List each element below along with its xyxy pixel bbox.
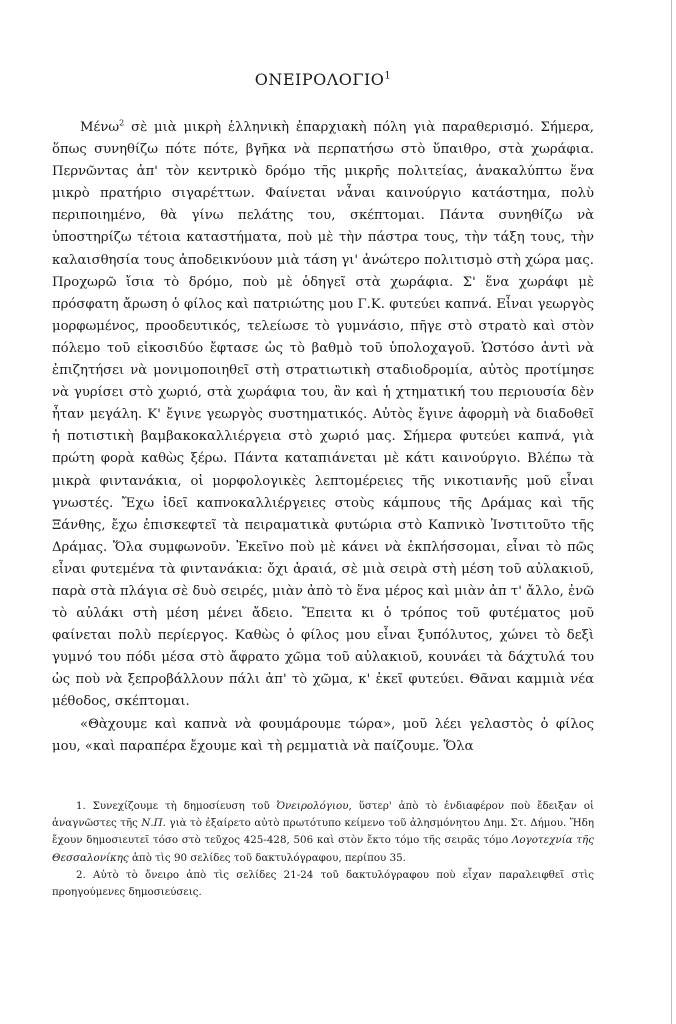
paragraph-2 <box>52 714 594 758</box>
footnotes <box>52 798 594 902</box>
footnote-1-text-d: ἀπὸ τὶς 90 σελίδες τοῦ δακτυλόγραφου, περίπου 35. <box>128 851 406 864</box>
footnote-1-italic-volume: Λογοτεχνία τῆς Θεσσαλονίκης <box>52 834 594 864</box>
footnote-1-text-c: γιὰ τὸ ἐξαίρετο αὐτὸ πρωτότυπο κείμενο τοῦ ἀλησμόνητου Δημ. Στ. Δήμου. Ἤδη ἔχουν δημοσιευτεῖ τόσο στὸ τεῦχος 425-428, 506 καὶ στὸν ἔκτο τόμο τῆς σειρᾶς τόμο <box>52 817 595 847</box>
paragraph-1 <box>52 117 594 714</box>
footnote-marker-2: 2 <box>119 118 125 128</box>
footnote-1-italic-title: Ὀνειρολόγιου <box>276 799 349 812</box>
title-footnote-marker: 1 <box>384 70 392 82</box>
footnote-1-italic-journal: Ν.Π. <box>141 817 166 830</box>
footnote-2: 2. Αὐτὸ τὸ ὄνειρο ἀπὸ τὶς σελίδες 21-24 τοῦ δακτυλόγραφου ποὺ εἶχαν παραλειφθεῖ στὶς προηγούμενες δημοσιεύσεις. <box>52 868 594 899</box>
title-text: ΟΝΕΙΡΟΛΟΓΙΟ <box>254 70 385 89</box>
paragraph-2-text: «Θὰχουμε καὶ καπνὰ νὰ φουμάρουμε τώρα», μοῦ λέει γελαστὸς ὁ φίλος μου, «καὶ παραπέρα ἔχουμε καὶ τὴ ρεμματιὰ νὰ παίζουμε. Ὅλα <box>52 716 594 754</box>
book-page <box>52 70 594 902</box>
page-title <box>52 70 594 89</box>
paragraph-1-text: σὲ μιὰ μικρὴ ἑλληνικὴ ἐπαρχιακὴ πόλη γιὰ παραθερισμό. Σήμερα, ὅπως συνηθίζω πότε πότε, βγῆκα νὰ περπατήσω στὸ ὕπαιθρο, στὰ χωράφια. Περνῶντας ἀπ' τὸν κεντρικὸ δρόμο τῆς μικρῆς πολιτείας, ἀνακαλύπτω ἕνα μικρὸ πρατήριο σιγαρέττων. Φαίνεται νἆναι καινούργιο κατάστημα, πολὺ περιποιημένο, θὰ γίνω πελάτης του, σκέπτομαι. Πάντα συνηθίζω νὰ ὑποστηρίζω τέτοια καταστήματα, ποὺ μὲ τὴν πάστρα τους, τὴν τάξη τους, τὴν καλαισθησία τους ἀποδεικνύουν μιὰ τάση γι' ἀνώτερο πολιτισμὸ στὴ χώρα μας. Προχωρῶ ἴσια τὸ δρόμο, ποὺ μὲ ὁδηγεῖ στὰ χωράφια. Σ' ἕνα χωράφι μὲ πρόσφατη ἄρωση ὁ φίλος καὶ πατριώτης μου Γ.Κ. φυτεύει καπνά. Εἶναι γεωργὸς μορφωμένος, προοδευτικός, τελείωσε τὸ γυμνάσιο, πῆγε στὸ στρατὸ καὶ στὸν πόλεμο τοῦ εἰκοσιδύο ἔφτασε ὡς τὸ βαθμὸ τοῦ ὑπολοχαγοῦ. Ὡστόσο ἀντὶ νὰ ἐπιζητήσει νὰ μονιμοποιηθεῖ στὴ στρατιωτικὴ σταδιοδρομία, αὐτὸς προτίμησε νὰ γυρίσει στὸ χωριό, στὰ χωράφια του, ἂν καὶ ἡ χτηματική του περιουσία δὲν ἦταν μεγάλη. Κ' ἔγινε γεωργὸς συστηματικός. Αὐτὸς ἔγινε ἀφορμὴ νὰ διαδοθεῖ ἡ ποτιστικὴ βαμβακοκαλλιέργεια στὸ χωριό μας. Σήμερα φυτεύει καπνά, γιὰ πρώτη φορὰ καθὼς ξέρω. Πάντα καταπιάνεται μὲ κάτι καινούργιο. Βλέπω τὰ μικρὰ φιντανάκια, οἱ μορφολογικὲς λεπτομέρειες τῆς νικοτιανῆς μοῦ εἶναι γνωστές. Ἔχω ἰδεῖ καπνοκαλλιέργειες στοὺς κάμπους τῆς Δράμας καὶ τῆς Ξάνθης, ἔχω ἐπισκεφτεῖ τὰ πειραματικὰ φυτώρια στὸ Καπνικὸ Ἰνστιτοῦτο τῆς Δράμας. Ὅλα συμφωνοῦν. Ἐκεῖνο ποὺ μὲ κάνει νὰ ἐκπλήσσομαι, εἶναι τὸ πῶς εἶναι φυτεμένα τὰ φιντανάκια: ὄχι ἀραιά, σὲ μιὰ σειρὰ στὴ μέση τοῦ αὐλακιοῦ, παρὰ στὰ πλάγια σὲ δυὸ σειρές, μιὰν ἀπὸ τὸ ἕνα μέρος καὶ μιὰν ἀπ τ' ἄλλο, ἐνῶ τὸ αὐλάκι στὴ μέση μένει ἄδειο. Ἔπειτα κι ὁ τρόπος τοῦ φυτέματος μοῦ φαίνεται πολὺ περίεργος. Καθὼς ὁ φίλος μου εἶναι ξυπόλυτος, χώνει τὸ δεξὶ γυμνό του πόδι μέσα στὸ ἄφρατο χῶμα τοῦ αὐλακιοῦ, κουνάει τὰ δάχτυλά του ὡς ποὺ νὰ ξεπροβάλλουν πάλι ἀπ' τὸ χῶμα, κ' ἐκεῖ φυτεύει. Θᾶναι καμμιὰ νέα μέθοδος, σκέπτομαι. <box>52 120 594 710</box>
page-edge-line <box>671 0 672 1024</box>
footnote-1-text-b: , ὕστερ' ἀπὸ τὸ ἐνδιαφέρον ποὺ ἔδειξαν οἱ ἀναγνῶστες τῆς <box>52 799 594 830</box>
paragraph-1-first-word: Μένω <box>80 120 120 135</box>
footnote-1 <box>52 798 594 867</box>
footnote-1-text-a: 1. Συνεχίζουμε τὴ δημοσίευση τοῦ <box>76 799 277 812</box>
